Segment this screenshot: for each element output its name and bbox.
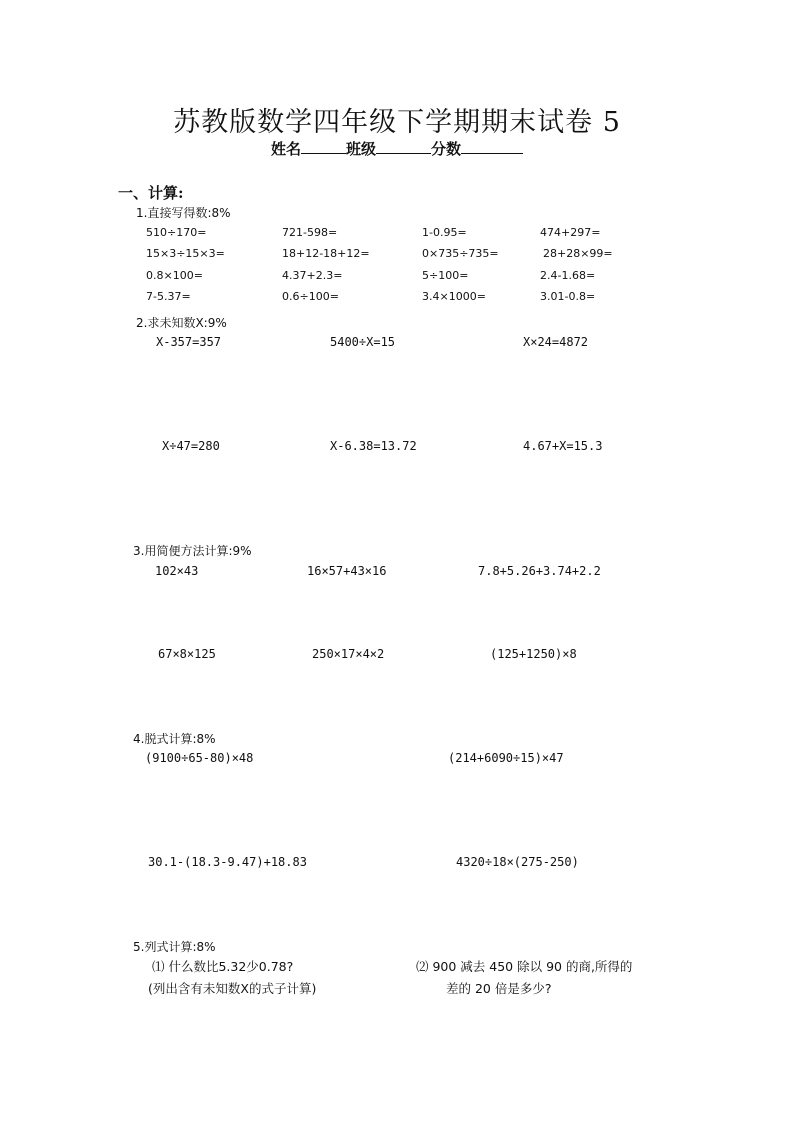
q1-exercise: 474+297= — [540, 226, 601, 239]
q1-exercise: 721-598= — [282, 226, 338, 239]
q5-problem-1-line-1: ⑴ 什么数比5.32少0.78? — [152, 959, 294, 974]
q5-problem-2-line-2: 差的 20 倍是多少? — [446, 981, 552, 996]
q2-equation: X-357=357 — [156, 335, 222, 349]
q1-exercise: 0.6÷100= — [282, 290, 339, 303]
q1-exercise: 3.01-0.8= — [540, 290, 596, 303]
q4-expression: 4320÷18×(275-250) — [456, 855, 579, 869]
q5-problem-1-line-2: (列出含有未知数X的式子计算) — [148, 981, 317, 996]
student-info-line — [0, 138, 794, 159]
name-blank[interactable] — [301, 139, 346, 154]
q1-exercise: 5÷100= — [422, 269, 469, 282]
q4-label: 4.脱式计算:8% — [133, 732, 216, 746]
q1-exercise: 4.37+2.3= — [282, 269, 343, 282]
q1-exercise: 0.8×100= — [146, 269, 203, 282]
score-label: 分数 — [431, 140, 462, 158]
q2-equation: X×24=4872 — [523, 335, 589, 349]
q5-label: 5.列式计算:8% — [133, 940, 216, 954]
q3-label: 3.用简便方法计算:9% — [133, 544, 252, 558]
class-blank[interactable] — [376, 139, 431, 154]
q1-exercise: 15×3÷15×3= — [146, 247, 225, 260]
q1-exercise: 7-5.37= — [146, 290, 191, 303]
q1-exercise: 510÷170= — [146, 226, 207, 239]
q1-label: 1.直接写得数:8% — [136, 206, 231, 220]
q2-label: 2.求未知数X:9% — [136, 316, 227, 330]
q3-expression: 67×8×125 — [158, 647, 216, 661]
q4-expression: 30.1-(18.3-9.47)+18.83 — [148, 855, 307, 869]
q3-expression: 16×57+43×16 — [307, 564, 387, 578]
q1-exercise: 2.4-1.68= — [540, 269, 596, 282]
q1-exercise: 18+12-18+12= — [282, 247, 370, 260]
section-heading-calc: 一、计算: — [118, 184, 184, 202]
q3-expression: 7.8+5.26+3.74+2.2 — [478, 564, 601, 578]
q4-expression: (9100÷65-80)×48 — [145, 751, 254, 765]
name-label: 姓名 — [270, 140, 301, 158]
q2-equation: 4.67+X=15.3 — [523, 439, 603, 453]
q2-equation: 5400÷X=15 — [330, 335, 396, 349]
q1-exercise: 1-0.95= — [422, 226, 467, 239]
class-label: 班级 — [345, 140, 376, 158]
q3-expression: (125+1250)×8 — [490, 647, 577, 661]
q1-exercise: 28+28×99= — [543, 247, 613, 260]
q3-expression: 102×43 — [155, 564, 199, 578]
score-blank[interactable] — [461, 139, 523, 154]
q2-equation: X-6.38=13.72 — [330, 439, 417, 453]
q1-exercise: 3.4×1000= — [422, 290, 486, 303]
q2-equation: X÷47=280 — [162, 439, 220, 453]
q3-expression: 250×17×4×2 — [312, 647, 385, 661]
page-title: 苏教版数学四年级下学期期末试卷 5 — [173, 107, 621, 138]
q5-problem-2-line-1: ⑵ 900 减去 450 除以 90 的商,所得的 — [416, 959, 633, 974]
q1-exercise: 0×735÷735= — [422, 247, 499, 260]
q4-expression: (214+6090÷15)×47 — [448, 751, 564, 765]
